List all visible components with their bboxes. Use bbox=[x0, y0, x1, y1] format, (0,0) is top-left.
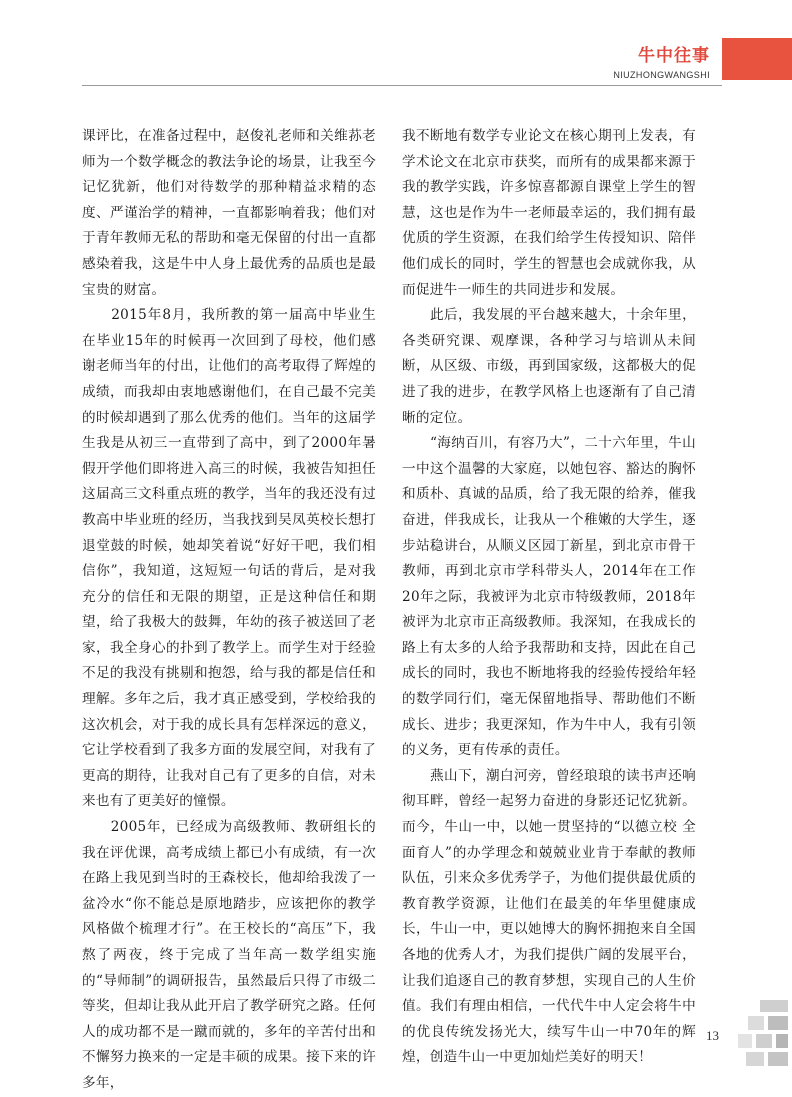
right-column bbox=[402, 124, 696, 1071]
header-text bbox=[598, 46, 710, 81]
deco-square bbox=[748, 1016, 764, 1030]
deco-square bbox=[768, 1052, 788, 1066]
header-accent-block bbox=[722, 38, 792, 80]
paragraph: 我不断地有数学专业论文在核心期刊上发表，有学术论文在北京市获奖，而所有的成果都来源于我的教学实践，许多惊喜都源自课堂上学生的智慧，这也是作为牛一老师最幸运的，我们拥有最优质的学生资源，在我们给学生传授知识、陪伴他们成长的同时，学生的智慧也会成就你我，从而促进牛一师生的共同进步和发展。 bbox=[402, 128, 696, 298]
deco-square bbox=[756, 1034, 772, 1048]
paragraph: 2005年，已经成为高级教师、教研组长的我在评优课，高考成绩上都已小有成绩，有一次在路上我见到当时的王森校长，他却给我泼了一盆冷水“你不能总是原地踏步，应该把你的教学风格做个梳理才行”。在王校长的“高压”下，我熬了两夜，终于完成了当年高一数学组实施的“导师制”的调研报告，虽然最后只得了市级二等奖，但却让我从此开启了教学研究之路。任何人的成功都不是一蹴而就的，多年的辛苦付出和不懈努力换来的一定是丰硕的成果。接下来的许多年， bbox=[82, 819, 376, 1091]
deco-square bbox=[776, 1034, 788, 1048]
paragraph: “海纳百川，有容乃大”，二十六年里，牛山一中这个温馨的大家庭，以她包容、豁达的胸怀和质朴、真诚的品质，给了我无限的给养，催我奋进，伴我成长，让我从一个稚嫩的大学生，逐步站稳讲台，从顺义区园丁新星，到北京市骨干教师，再到北京市学科带头人，2014年在工作20年之际，我被评为北京市特级教师，2018年被评为北京市正高级教师。我深知，在我成长的路上有太多的人给予我帮助和支持，因此在自己成长的同时，我也不断地将我的经验传授给年轻的数学同行们，毫无保留地指导、帮助他们不断成长、进步；我更深知，作为牛中人，我有引领的义务，更有传承的责任。 bbox=[402, 435, 696, 759]
page-number: 13 bbox=[706, 1028, 719, 1043]
deco-square bbox=[768, 1016, 788, 1030]
header-rule bbox=[82, 85, 722, 86]
paragraph: 此后，我发展的平台越来越大，十余年里，各类研究课、观摩课，各种学习与培训从未间断，从区级、市级，再到国家级，这都极大的促进了我的进步，在教学风格上也逐渐有了自己清晰的定位。 bbox=[402, 307, 696, 426]
section-subtitle: NIUZHONGWANGSHI bbox=[613, 70, 710, 80]
paragraph: 燕山下，潮白河旁，曾经琅琅的读书声还响彻耳畔，曾经一起努力奋进的身影还记忆犹新。而今，牛山一中，以她一贯坚持的“以德立校 全面育人”的办学理念和兢兢业业肯于奉献的教师队伍，引来众多优秀学子，为他们提供最优质的教育教学资源，让他们在最美的年华里健康成长，牛山一中，更以她博大的胸怀拥抱来自全国各地的优秀人才，为我们提供广阔的发展平台，让我们追逐自己的教育梦想，实现自己的人生价值。我们有理由相信，一代代牛中人定会将牛中的优良传统发扬光大，续写牛山一中70年的辉煌，创造牛山一中更加灿烂美好的明天！ bbox=[402, 767, 696, 1066]
deco-square bbox=[760, 1000, 788, 1012]
paragraph: 课评比，在准备过程中，赵俊礼老师和关维荪老师为一个数学概念的教法争论的场景，让我至今记忆犹新，他们对待数学的那种精益求精的态度、严谨治学的精神，一直都影响着我；他们对于青年教师无私的帮助和毫无保留的付出一直都感染着我，这是牛中人身上最优秀的品质也是最宝贵的财富。 bbox=[82, 128, 376, 298]
deco-square bbox=[746, 1052, 764, 1066]
deco-square bbox=[738, 1034, 752, 1048]
section-title: 牛中往事 bbox=[638, 46, 710, 66]
left-column bbox=[82, 124, 376, 1097]
paragraph: 2015年8月，我所教的第一届高中毕业生在毕业15年的时候再一次回到了母校，他们感谢老师当年的付出，让他们的高考取得了辉煌的成绩，而我却由衷地感谢他们，在自己最不完美的时候却遇到了那么优秀的他们。当年的这届学生我是从初三一直带到了高中，到了2000年暑假开学他们即将进入高三的时候，我被告知担任这届高三文科重点班的教学，当年的我还没有过教高中毕业班的经历，当我找到吴凤英校长想打退堂鼓的时候，她却笑着说“好好干吧，我们相信你”，我知道，这短短一句话的背后，是对我充分的信任和无限的期望，正是这种信任和期望，给了我极大的鼓舞，年幼的孩子被送回了老家，我全身心的扑到了教学上。而学生对于经验不足的我没有挑剔和抱怨，给与我的都是信任和理解。多年之后，我才真正感受到，学校给我的这次机会，对于我的成长具有怎样深远的意义，它让学校看到了我多方面的发展空间，对我有了更高的期待，让我对自己有了更多的自信，对未来也有了更美好的憧憬。 bbox=[82, 307, 376, 810]
